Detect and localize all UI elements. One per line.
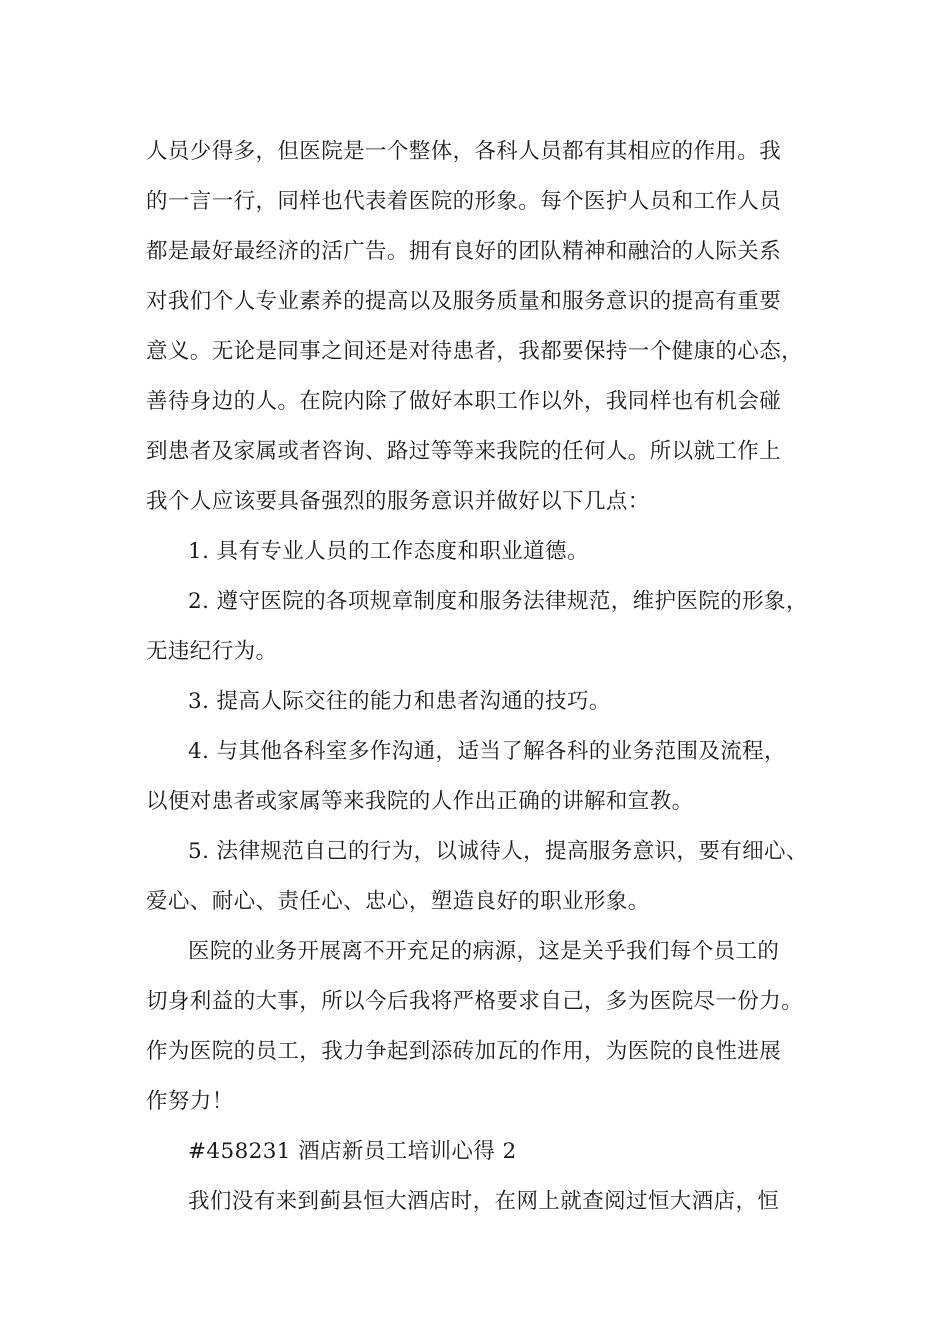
section-heading: #458231 酒店新员工培训心得 2 [188,1139,517,1164]
body-line: 意义。无论是同事之间还是对待患者，我都要保持一个健康的心态， [146,339,804,364]
list-item-5-cont: 爱心、耐心、责任心、忠心，塑造良好的职业形象。 [146,889,650,914]
body-line: 我个人应该要具备强烈的服务意识并做好以下几点： [146,489,650,514]
paragraph-line: 切身利益的大事，所以今后我将严格要求自己，多为医院尽一份力。 [146,989,804,1014]
body-line: 到患者及家属或者咨询、路过等等来我院的任何人。所以就工作上 [146,439,782,464]
body-line: 人员少得多，但医院是一个整体，各科人员都有其相应的作用。我 [146,139,782,164]
paragraph-line: 作努力！ [146,1089,234,1114]
body-line: 的一言一行，同样也代表着医院的形象。每个医护人员和工作人员 [146,189,782,214]
list-item-5: 5. 法律规范自己的行为，以诚待人，提高服务意识，要有细心、 [188,839,808,864]
list-item-2-cont: 无违纪行为。 [146,639,278,664]
list-item-4: 4. 与其他各科室多作沟通，适当了解各科的业务范围及流程， [188,739,786,764]
body-line: 善待身边的人。在院内除了做好本职工作以外，我同样也有机会碰 [146,389,782,414]
body-line: 对我们个人专业素养的提高以及服务质量和服务意识的提高有重要 [146,289,782,314]
body-line: 都是最好最经济的活广告。拥有良好的团队精神和融洽的人际关系 [146,239,782,264]
list-item-2: 2. 遵守医院的各项规章制度和服务法律规范，维护医院的形象， [188,589,808,614]
list-item-1: 1. 具有专业人员的工作态度和职业道德。 [188,539,589,564]
paragraph-line: 医院的业务开展离不开充足的病源，这是关乎我们每个员工的 [188,939,780,964]
list-item-4-cont: 以便对患者或家属等来我院的人作出正确的讲解和宣教。 [146,789,694,814]
paragraph-line: 我们没有来到蓟县恒大酒店时，在网上就查阅过恒大酒店，恒 [188,1189,780,1214]
list-item-3: 3. 提高人际交往的能力和患者沟通的技巧。 [188,689,611,714]
paragraph-line: 作为医院的员工，我力争起到添砖加瓦的作用，为医院的良性进展 [146,1039,782,1064]
